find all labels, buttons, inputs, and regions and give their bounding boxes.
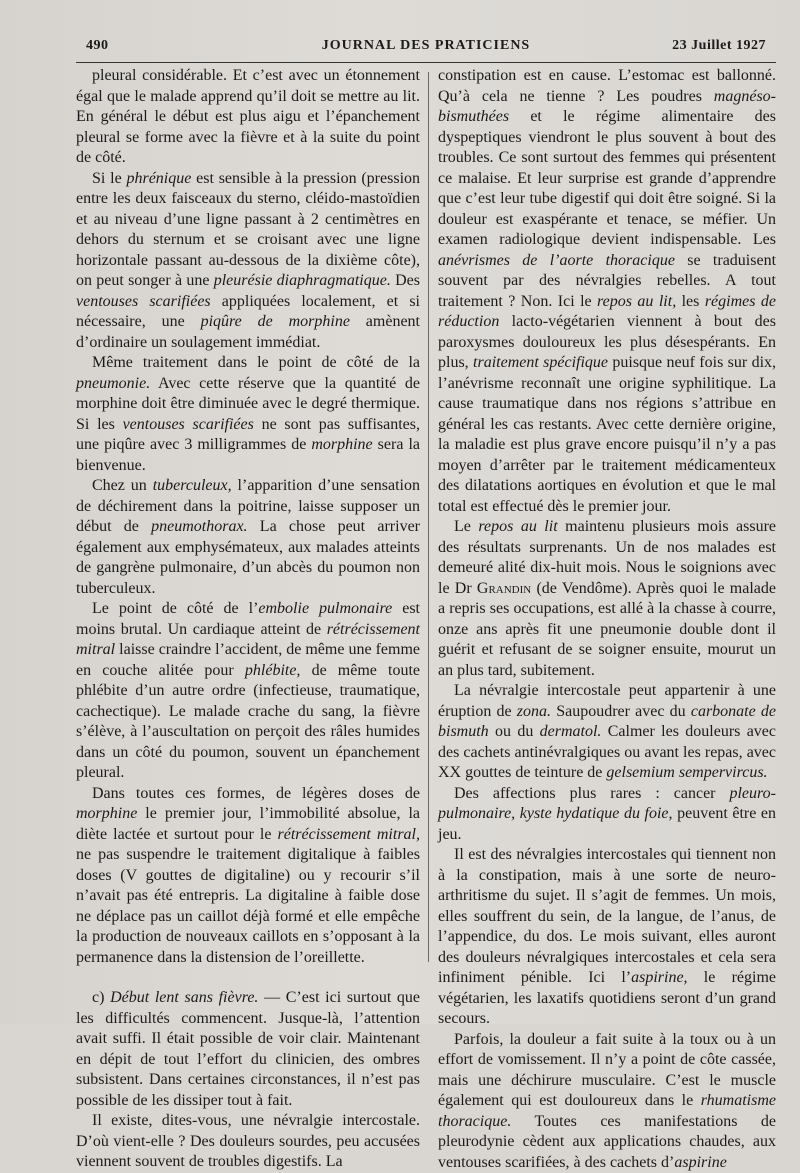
- paragraph: [438, 1030, 776, 1173]
- italic-text: pneumothorax.: [151, 518, 247, 535]
- text-run: maintenu plusieurs mois assure des résultats surprenants. Un de nos malades est demeuré alité dix-huit mois. Nous le soignions avec le Dr: [438, 518, 776, 597]
- italic-text: carbonate de bismuth: [438, 703, 776, 741]
- left-column: [76, 66, 420, 1173]
- italic-text: gelsemium sempervircus.: [606, 764, 767, 781]
- italic-text: zona.: [517, 703, 551, 720]
- text-run: Des affections plus rares : cancer: [454, 785, 729, 802]
- text-run: Il est des névralgies intercostales qui tiennent non à la constipation, mais à une sorte de neuro-arthritisme du sujet. Il s’agit de femmes. Un mois, elles souffrent du sein, de la langue, de l’anus, de l’appendice, du dos. Le mois suivant, elles auront des douleurs névralgiques intercostales et cela sera infiniment pénible. Ici l’: [438, 846, 776, 986]
- text-run: sera la bienvenue.: [76, 436, 420, 474]
- column-divider: [428, 72, 429, 962]
- text-run: appliquées localement, et si nécessaire, une: [76, 293, 420, 331]
- text-run: et le régime alimentaire des dyspeptiques viendront le plus souvent à bout des troubles. Ce sont surtout des femmes qui présentent ce malaise. Et leur surprise est grande d’apprendre que c’est leur tube digestif qui doit être soigné. Si la douleur est exaspérante et tenace, se méfier. Un examen radiologique devient indispensable. Les: [438, 108, 776, 248]
- italic-text: anévrismes de l’aorte thoracique: [438, 252, 675, 269]
- italic-text: ventouses scarifiées: [123, 416, 254, 433]
- text-run: laisse craindre l’accident, de même une femme en couche alitée pour: [76, 641, 420, 679]
- paragraph: [76, 66, 420, 169]
- text-run: c): [92, 989, 110, 1006]
- italic-text: repos au lit: [478, 518, 557, 535]
- text-run: Il existe, dites-vous, une névralgie intercostale. D’où vient-elle ? Des douleurs sourdes, peu accusées viennent souvent de troubles digestifs. La: [76, 1112, 420, 1170]
- italic-text: rhumatisme thoracique.: [438, 1092, 776, 1130]
- paragraph: [438, 517, 776, 681]
- text-run: ne sont pas suffisantes, une piqûre avec 3 milligrammes de: [76, 416, 420, 454]
- text-run: Le: [454, 518, 478, 535]
- text-run: La chose peut arriver également aux emphysémateux, aux malades atteints de gangrène pulmonaire, d’un abcès du poumon non tuberculeux.: [76, 518, 420, 597]
- italic-text: embolie pulmonaire: [258, 600, 392, 617]
- paragraph: [76, 476, 420, 599]
- paragraph: [438, 784, 776, 846]
- italic-text: phrénique: [126, 170, 191, 187]
- text-run: peuvent être en jeu.: [438, 805, 776, 843]
- italic-text: ventouses scarifiées: [76, 293, 211, 310]
- page-number: 490: [86, 38, 109, 54]
- journal-title: JOURNAL DES PRATICIENS: [86, 38, 766, 54]
- italic-text: dermatol.: [540, 723, 602, 740]
- paragraph: [76, 599, 420, 784]
- text-run: Calmer les douleurs avec des cachets antinévralgiques ou avant les repas, avec XX gouttes de teinture de: [438, 723, 776, 781]
- text-run: constipation est en cause. L’estomac est ballonné. Qu’à cela ne tienne ? Les poudres: [438, 67, 776, 105]
- italic-text: aspirine: [674, 1154, 726, 1171]
- italic-text: morphine: [311, 436, 372, 453]
- italic-text: piqûre de morphine: [201, 313, 350, 330]
- italic-text: morphine: [76, 805, 137, 822]
- text-run: de même toute phlébite d’un autre ordre (infectieuse, traumatique, cachectique). Le malade crache du sang, la fièvre s’élève, à l’auscultation on perçoit des râles humides dans un côté du poumon, souvent un épanchement pleural.: [76, 662, 420, 782]
- text-run: les: [676, 293, 705, 310]
- text-run: Chez un: [92, 477, 153, 494]
- italic-text: pleurésie diaphragmatique.: [214, 272, 391, 289]
- text-run: le régime végétarien, les laxatifs quotidiens seront d’un grand secours.: [438, 969, 776, 1027]
- text-run: La névralgie intercostale peut appartenir à une éruption de: [438, 682, 776, 720]
- italic-text: aspirine,: [631, 969, 687, 986]
- paragraph: [76, 784, 420, 969]
- right-column: [438, 66, 776, 1173]
- paragraph: [76, 988, 420, 1111]
- italic-text: tuberculeux,: [153, 477, 232, 494]
- italic-text: traitement spécifique: [473, 354, 608, 371]
- text-run: Dans toutes ces formes, de légères doses de: [92, 785, 420, 802]
- text-run: Parfois, la douleur a fait suite à la toux ou à un effort de vomissement. Il n’y a point de côte cassée, mais une déchirure musculaire. C’est le muscle également qui est douloureux dans le: [438, 1031, 776, 1110]
- paragraph: [76, 353, 420, 476]
- italic-text: pleuro-pulmonaire, kyste hydatique du foie,: [438, 785, 776, 823]
- text-run: Grandin: [477, 580, 531, 597]
- italic-text: rétrécissement mitral,: [278, 826, 420, 843]
- text-run: Toutes ces manifestations de pleurodynie cèdent aux applications chaudes, aux ventouses scarifiées, à des cachets d’: [438, 1113, 776, 1171]
- text-run: le premier jour, l’immobilité absolue, la diète lactée et surtout pour le: [76, 805, 420, 843]
- italic-text: magnéso-bismuthées: [438, 88, 776, 126]
- text-run: ne pas suspendre le traitement digitalique à faibles doses (V gouttes de digitaline) ou y recourir s’il n’avait pas été entrepris. La digitaline à faible dose ne déplace pas un caillot déjà formé et elle empêche la production de nouveaux caillots en s’opposant à la permanence dans la distension de l’oreillette.: [76, 846, 420, 966]
- italic-text: régimes de réduction: [438, 293, 776, 331]
- text-run: ou du: [489, 723, 540, 740]
- paragraph: [76, 1111, 420, 1173]
- paragraph: [438, 681, 776, 784]
- text-run: lacto-végétarien viennent à bout des paroxysmes douloureux les plus désespérants. En plus,: [438, 313, 776, 371]
- text-run: Si le: [92, 170, 126, 187]
- header-rule: [76, 62, 776, 63]
- text-run: est moins brutal. Un cardiaque atteint de: [76, 600, 420, 638]
- italic-text: phlébite,: [245, 662, 301, 679]
- text-run: Des: [391, 272, 420, 289]
- paragraph: [76, 169, 420, 354]
- text-run: pleural considérable. Et c’est avec un étonnement égal que le malade apprend qu’il doit se mettre au lit. En général le début est plus aigu et l’épanchement pleural se forme avec la fièvre et à la suite du point de côté.: [76, 67, 420, 166]
- paragraph: [438, 845, 776, 1030]
- italic-text: rétrécissement mitral: [76, 621, 420, 659]
- text-run: puisque neuf fois sur dix, l’anévrisme reconnaît une origine syphilitique. La cause traumatique dans nos régions s’attribue en général les cas restants. Avec cette dernière origine, la maladie est plus grave encore puisqu’il n’y a pas moyen d’arrêter par le traitement médicamenteux des dilatations aortiques en évolution et que le mal total est effectué dès le premier jour.: [438, 354, 776, 515]
- text-run: l’apparition d’une sensation de déchirement dans la poitrine, laisse supposer un début de: [76, 477, 420, 535]
- text-run: amènent d’ordinaire un soulagement immédiat.: [76, 313, 420, 351]
- text-run: se traduisent souvent par des névralgies rebelles. A tout traitement ? Non. Ici le: [438, 252, 776, 310]
- text-run: Même traitement dans le point de côté de la: [92, 354, 420, 371]
- text-run: Saupoudrer avec du: [551, 703, 691, 720]
- text-run: (de Vendôme). Après quoi le malade a repris ses occupations, est allé à la chasse à courre, onze ans après fit une pneumonie double dont il guérit et refusant de se soigner ensuite, mourut un an plus tard, subitement.: [438, 580, 776, 679]
- text-run: Le point de côté de l’: [92, 600, 258, 617]
- issue-date: 23 Juillet 1927: [672, 38, 766, 54]
- text-run: est sensible à la pression (pression entre les deux faisceaux du sterno, cléido-mastoïdien et au niveau d’une ligne passant à 2 centimètres en dehors du sternum et se croisant avec une ligne horizontale passant au-dessous de la dixième côte), on peut songer à une: [76, 170, 420, 290]
- text-run: Avec cette réserve que la quantité de morphine doit être diminuée avec le degré thermique. Si les: [76, 375, 420, 433]
- italic-text: pneumonie.: [76, 375, 150, 392]
- italic-text: Début lent sans fièvre.: [110, 989, 258, 1006]
- running-header: [86, 38, 766, 60]
- text-run: — C’est ici surtout que les difficultés commencent. Jusque-là, l’attention avait suffi. Il était possible de voir clair. Maintenant en dépit de tout l’effort du clinicien, des ombres subsistent. Dans certaines circonstances, il n’est pas possible de les dissiper tout à fait.: [76, 989, 420, 1109]
- paragraph: [438, 66, 776, 517]
- italic-text: repos au lit,: [597, 293, 676, 310]
